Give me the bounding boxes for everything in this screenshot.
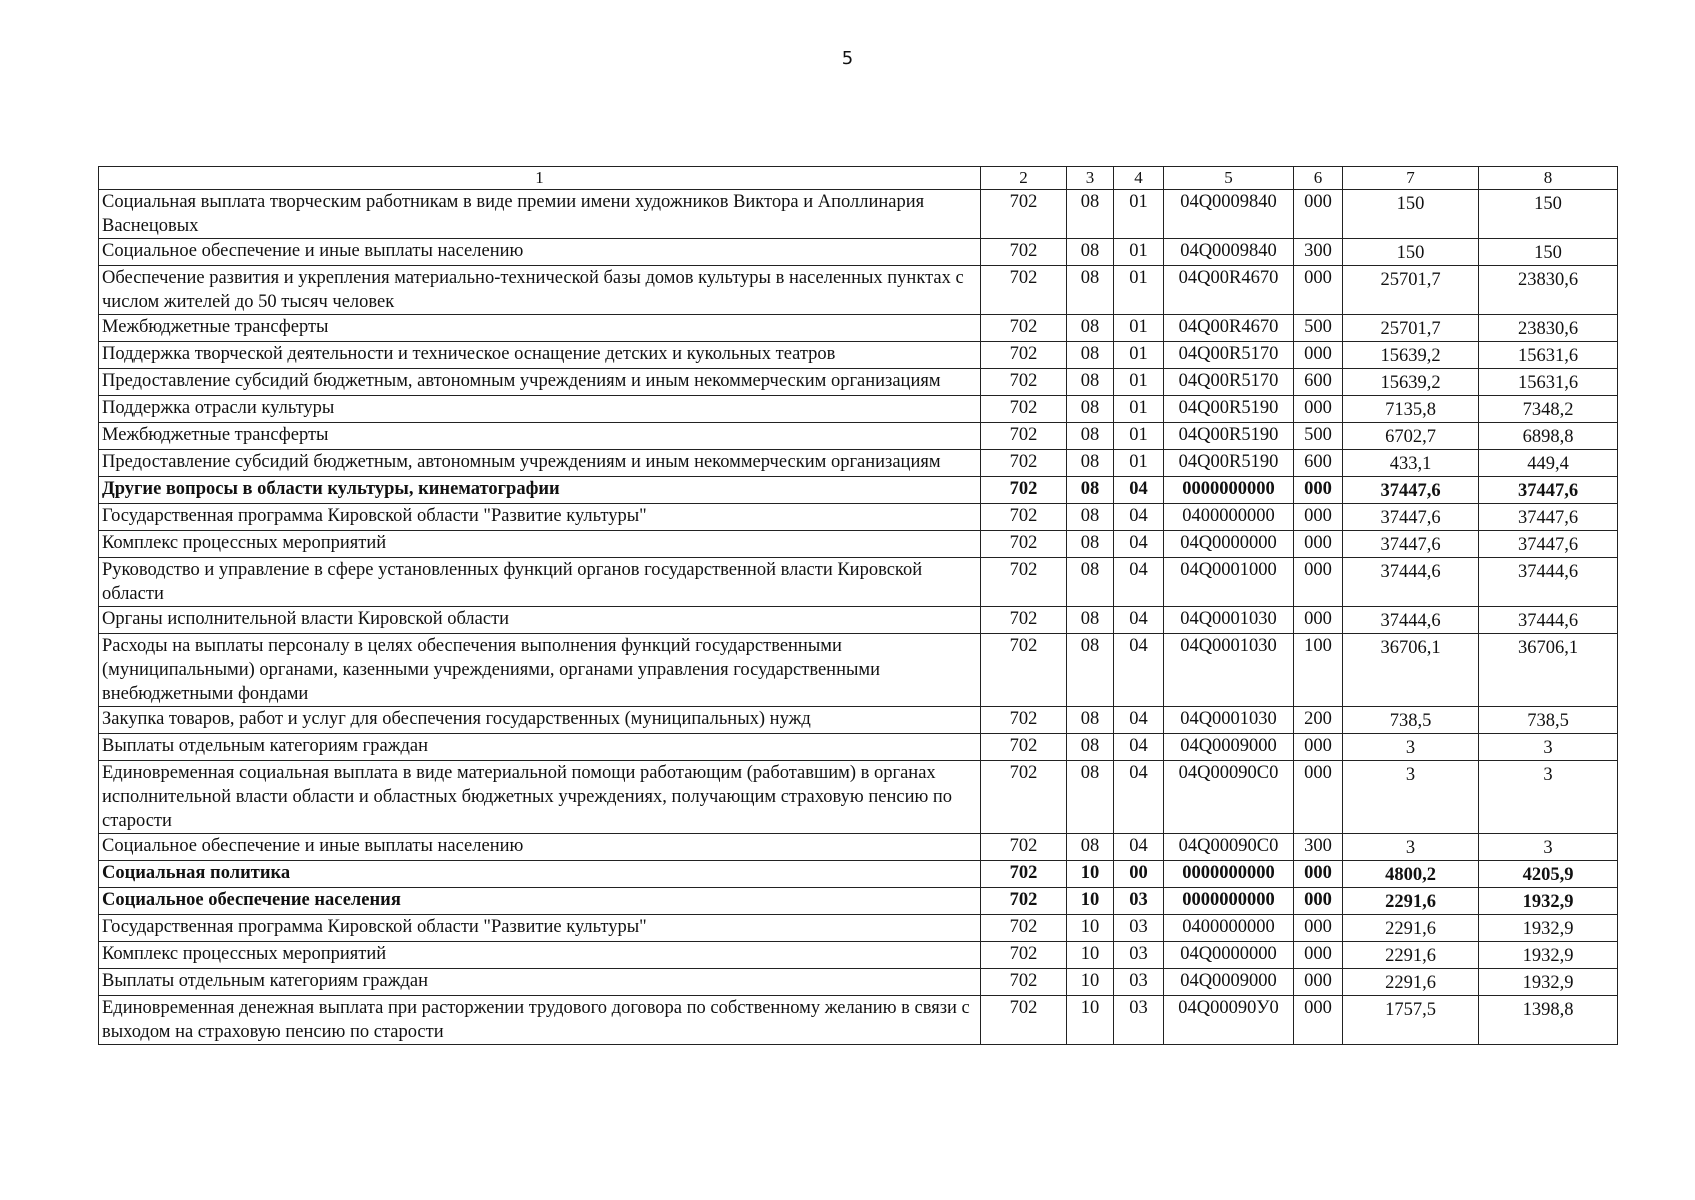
table-row <box>99 239 1618 266</box>
table-row <box>99 707 1618 734</box>
cell-name: Социальная выплата творческим работникам в виде премии имени художников Виктора и Аполлинария Васнецовых <box>99 190 981 239</box>
table-row <box>99 190 1618 239</box>
cell-subsection: 04 <box>1114 558 1164 607</box>
cell-name: Государственная программа Кировской области "Развитие культуры" <box>99 915 981 942</box>
cell-target-article: 04Q0009000 <box>1164 734 1294 761</box>
cell-amount-year-1: 738,5 <box>1343 707 1479 734</box>
header-col-4: 4 <box>1114 167 1164 190</box>
cell-amount-year-2: 150 <box>1479 239 1618 266</box>
cell-amount-year-2: 3 <box>1479 761 1618 834</box>
table-row <box>99 761 1618 834</box>
table-row <box>99 969 1618 996</box>
cell-name: Государственная программа Кировской области "Развитие культуры" <box>99 504 981 531</box>
page-number: 5 <box>841 48 854 69</box>
table-row <box>99 942 1618 969</box>
cell-section: 08 <box>1067 315 1114 342</box>
cell-target-article: 04Q0009840 <box>1164 190 1294 239</box>
cell-expense-type: 200 <box>1294 707 1343 734</box>
cell-expense-type: 000 <box>1294 761 1343 834</box>
cell-amount-year-2: 449,4 <box>1479 450 1618 477</box>
cell-name: Единовременная денежная выплата при расторжении трудового договора по собственному желанию в связи с выходом на страховую пенсию по старости <box>99 996 981 1045</box>
cell-name: Социальное обеспечение населения <box>99 888 981 915</box>
cell-target-article: 04Q0001030 <box>1164 634 1294 707</box>
cell-ministry-code: 702 <box>981 369 1067 396</box>
cell-target-article: 04Q0009000 <box>1164 969 1294 996</box>
cell-name: Единовременная социальная выплата в виде материальной помощи работающим (работавшим) в органах исполнительной власти области и областных бюджетных учреждениях, получающим страховую пенсию по старости <box>99 761 981 834</box>
cell-subsection: 03 <box>1114 942 1164 969</box>
cell-target-article: 0400000000 <box>1164 915 1294 942</box>
cell-subsection: 03 <box>1114 888 1164 915</box>
cell-ministry-code: 702 <box>981 861 1067 888</box>
cell-amount-year-1: 7135,8 <box>1343 396 1479 423</box>
cell-expense-type: 000 <box>1294 607 1343 634</box>
cell-ministry-code: 702 <box>981 634 1067 707</box>
cell-amount-year-2: 1932,9 <box>1479 915 1618 942</box>
cell-expense-type: 000 <box>1294 504 1343 531</box>
cell-section: 08 <box>1067 239 1114 266</box>
cell-section: 08 <box>1067 396 1114 423</box>
cell-name: Социальное обеспечение и иные выплаты населению <box>99 239 981 266</box>
cell-amount-year-1: 150 <box>1343 239 1479 266</box>
table-row <box>99 861 1618 888</box>
cell-subsection: 00 <box>1114 861 1164 888</box>
cell-ministry-code: 702 <box>981 734 1067 761</box>
cell-name: Выплаты отдельным категориям граждан <box>99 969 981 996</box>
cell-section: 08 <box>1067 761 1114 834</box>
cell-section: 08 <box>1067 369 1114 396</box>
cell-amount-year-2: 15631,6 <box>1479 369 1618 396</box>
cell-amount-year-2: 15631,6 <box>1479 342 1618 369</box>
cell-target-article: 04Q00R5190 <box>1164 396 1294 423</box>
cell-amount-year-2: 738,5 <box>1479 707 1618 734</box>
cell-subsection: 01 <box>1114 369 1164 396</box>
cell-target-article: 04Q00R4670 <box>1164 266 1294 315</box>
cell-amount-year-1: 1757,5 <box>1343 996 1479 1045</box>
cell-section: 08 <box>1067 607 1114 634</box>
cell-amount-year-1: 15639,2 <box>1343 342 1479 369</box>
table-row <box>99 734 1618 761</box>
cell-amount-year-1: 433,1 <box>1343 450 1479 477</box>
cell-name: Обеспечение развития и укрепления материально-технической базы домов культуры в населенных пунктах с числом жителей до 50 тысяч человек <box>99 266 981 315</box>
cell-name: Другие вопросы в области культуры, кинематографии <box>99 477 981 504</box>
cell-target-article: 04Q00090C0 <box>1164 834 1294 861</box>
cell-section: 08 <box>1067 477 1114 504</box>
table-row <box>99 915 1618 942</box>
cell-section: 08 <box>1067 634 1114 707</box>
cell-expense-type: 000 <box>1294 531 1343 558</box>
cell-section: 08 <box>1067 450 1114 477</box>
table-row <box>99 504 1618 531</box>
cell-amount-year-1: 37444,6 <box>1343 607 1479 634</box>
cell-ministry-code: 702 <box>981 969 1067 996</box>
cell-name: Поддержка творческой деятельности и техническое оснащение детских и кукольных театров <box>99 342 981 369</box>
cell-amount-year-1: 37447,6 <box>1343 477 1479 504</box>
header-col-6: 6 <box>1294 167 1343 190</box>
cell-section: 08 <box>1067 707 1114 734</box>
cell-target-article: 04Q00090C0 <box>1164 761 1294 834</box>
cell-target-article: 04Q0000000 <box>1164 531 1294 558</box>
cell-amount-year-2: 1932,9 <box>1479 888 1618 915</box>
cell-amount-year-1: 2291,6 <box>1343 969 1479 996</box>
header-col-5: 5 <box>1164 167 1294 190</box>
cell-expense-type: 300 <box>1294 239 1343 266</box>
cell-amount-year-2: 37444,6 <box>1479 558 1618 607</box>
table-row <box>99 607 1618 634</box>
table-row <box>99 531 1618 558</box>
cell-amount-year-2: 150 <box>1479 190 1618 239</box>
cell-target-article: 04Q0001030 <box>1164 707 1294 734</box>
cell-section: 10 <box>1067 861 1114 888</box>
cell-section: 10 <box>1067 942 1114 969</box>
cell-expense-type: 600 <box>1294 369 1343 396</box>
cell-expense-type: 000 <box>1294 190 1343 239</box>
cell-name: Социальное обеспечение и иные выплаты населению <box>99 834 981 861</box>
cell-section: 08 <box>1067 266 1114 315</box>
cell-name: Комплекс процессных мероприятий <box>99 942 981 969</box>
cell-amount-year-1: 37447,6 <box>1343 504 1479 531</box>
table-row <box>99 996 1618 1045</box>
table-row <box>99 634 1618 707</box>
header-col-2: 2 <box>981 167 1067 190</box>
cell-target-article: 04Q00R4670 <box>1164 315 1294 342</box>
cell-section: 08 <box>1067 834 1114 861</box>
cell-ministry-code: 702 <box>981 423 1067 450</box>
cell-ministry-code: 702 <box>981 607 1067 634</box>
cell-amount-year-1: 2291,6 <box>1343 942 1479 969</box>
cell-subsection: 01 <box>1114 423 1164 450</box>
cell-ministry-code: 702 <box>981 761 1067 834</box>
cell-subsection: 03 <box>1114 996 1164 1045</box>
cell-name: Расходы на выплаты персоналу в целях обеспечения выполнения функций государственными (муниципальными) органами, казенными учреждениями, органами управления государственными внебюджетными фондами <box>99 634 981 707</box>
cell-expense-type: 000 <box>1294 266 1343 315</box>
header-row <box>99 167 1618 190</box>
cell-name: Органы исполнительной власти Кировской области <box>99 607 981 634</box>
cell-amount-year-2: 3 <box>1479 734 1618 761</box>
cell-target-article: 04Q00R5170 <box>1164 369 1294 396</box>
table-row <box>99 558 1618 607</box>
cell-name: Социальная политика <box>99 861 981 888</box>
cell-ministry-code: 702 <box>981 239 1067 266</box>
cell-amount-year-2: 4205,9 <box>1479 861 1618 888</box>
cell-name: Закупка товаров, работ и услуг для обеспечения государственных (муниципальных) нужд <box>99 707 981 734</box>
cell-section: 08 <box>1067 734 1114 761</box>
cell-target-article: 04Q00R5190 <box>1164 450 1294 477</box>
cell-expense-type: 500 <box>1294 315 1343 342</box>
cell-section: 10 <box>1067 915 1114 942</box>
cell-subsection: 01 <box>1114 190 1164 239</box>
cell-section: 10 <box>1067 888 1114 915</box>
cell-ministry-code: 702 <box>981 342 1067 369</box>
header-col-8: 8 <box>1479 167 1618 190</box>
cell-subsection: 03 <box>1114 969 1164 996</box>
cell-expense-type: 000 <box>1294 996 1343 1045</box>
cell-expense-type: 300 <box>1294 834 1343 861</box>
cell-section: 08 <box>1067 190 1114 239</box>
cell-subsection: 04 <box>1114 761 1164 834</box>
table-body <box>99 190 1618 1045</box>
cell-expense-type: 000 <box>1294 861 1343 888</box>
cell-expense-type: 600 <box>1294 450 1343 477</box>
table-row <box>99 834 1618 861</box>
cell-subsection: 04 <box>1114 734 1164 761</box>
cell-ministry-code: 702 <box>981 707 1067 734</box>
cell-amount-year-2: 7348,2 <box>1479 396 1618 423</box>
cell-expense-type: 000 <box>1294 969 1343 996</box>
cell-section: 08 <box>1067 504 1114 531</box>
cell-target-article: 04Q0009840 <box>1164 239 1294 266</box>
table-row <box>99 315 1618 342</box>
cell-section: 10 <box>1067 969 1114 996</box>
header-col-1: 1 <box>99 167 981 190</box>
cell-name: Межбюджетные трансферты <box>99 315 981 342</box>
cell-ministry-code: 702 <box>981 888 1067 915</box>
cell-name: Поддержка отрасли культуры <box>99 396 981 423</box>
cell-ministry-code: 702 <box>981 266 1067 315</box>
table-row <box>99 450 1618 477</box>
cell-amount-year-1: 25701,7 <box>1343 266 1479 315</box>
cell-amount-year-2: 36706,1 <box>1479 634 1618 707</box>
cell-section: 08 <box>1067 558 1114 607</box>
cell-expense-type: 000 <box>1294 342 1343 369</box>
cell-amount-year-1: 3 <box>1343 734 1479 761</box>
cell-expense-type: 100 <box>1294 634 1343 707</box>
cell-ministry-code: 702 <box>981 834 1067 861</box>
cell-amount-year-1: 15639,2 <box>1343 369 1479 396</box>
cell-amount-year-2: 37447,6 <box>1479 531 1618 558</box>
cell-expense-type: 000 <box>1294 477 1343 504</box>
cell-target-article: 04Q0001030 <box>1164 607 1294 634</box>
cell-expense-type: 000 <box>1294 396 1343 423</box>
cell-amount-year-1: 25701,7 <box>1343 315 1479 342</box>
table-row <box>99 477 1618 504</box>
cell-ministry-code: 702 <box>981 558 1067 607</box>
cell-name: Выплаты отдельным категориям граждан <box>99 734 981 761</box>
cell-name: Межбюджетные трансферты <box>99 423 981 450</box>
cell-ministry-code: 702 <box>981 531 1067 558</box>
cell-subsection: 04 <box>1114 834 1164 861</box>
header-col-3: 3 <box>1067 167 1114 190</box>
cell-subsection: 01 <box>1114 315 1164 342</box>
cell-name: Руководство и управление в сфере установленных функций органов государственной власти Кировской области <box>99 558 981 607</box>
cell-amount-year-1: 4800,2 <box>1343 861 1479 888</box>
cell-amount-year-2: 37447,6 <box>1479 504 1618 531</box>
cell-amount-year-2: 3 <box>1479 834 1618 861</box>
cell-amount-year-2: 1932,9 <box>1479 942 1618 969</box>
cell-amount-year-1: 2291,6 <box>1343 915 1479 942</box>
cell-ministry-code: 702 <box>981 504 1067 531</box>
cell-section: 08 <box>1067 342 1114 369</box>
cell-subsection: 03 <box>1114 915 1164 942</box>
table-row <box>99 369 1618 396</box>
cell-subsection: 01 <box>1114 450 1164 477</box>
cell-expense-type: 000 <box>1294 558 1343 607</box>
cell-ministry-code: 702 <box>981 315 1067 342</box>
cell-subsection: 01 <box>1114 266 1164 315</box>
table-row <box>99 396 1618 423</box>
cell-amount-year-1: 37444,6 <box>1343 558 1479 607</box>
cell-subsection: 04 <box>1114 477 1164 504</box>
header-col-7: 7 <box>1343 167 1479 190</box>
cell-expense-type: 500 <box>1294 423 1343 450</box>
cell-amount-year-2: 1398,8 <box>1479 996 1618 1045</box>
cell-subsection: 01 <box>1114 396 1164 423</box>
cell-target-article: 04Q0001000 <box>1164 558 1294 607</box>
cell-target-article: 04Q00R5190 <box>1164 423 1294 450</box>
cell-subsection: 01 <box>1114 342 1164 369</box>
cell-name: Предоставление субсидий бюджетным, автономным учреждениям и иным некоммерческим организациям <box>99 369 981 396</box>
cell-amount-year-1: 3 <box>1343 834 1479 861</box>
cell-amount-year-1: 37447,6 <box>1343 531 1479 558</box>
cell-target-article: 04Q0000000 <box>1164 942 1294 969</box>
cell-expense-type: 000 <box>1294 915 1343 942</box>
cell-subsection: 04 <box>1114 607 1164 634</box>
table-row <box>99 342 1618 369</box>
cell-subsection: 04 <box>1114 531 1164 558</box>
cell-ministry-code: 702 <box>981 915 1067 942</box>
cell-section: 10 <box>1067 996 1114 1045</box>
cell-amount-year-1: 3 <box>1343 761 1479 834</box>
cell-ministry-code: 702 <box>981 477 1067 504</box>
cell-target-article: 0000000000 <box>1164 861 1294 888</box>
budget-table <box>98 166 1618 1045</box>
cell-expense-type: 000 <box>1294 888 1343 915</box>
cell-ministry-code: 702 <box>981 396 1067 423</box>
cell-amount-year-2: 37444,6 <box>1479 607 1618 634</box>
cell-amount-year-1: 2291,6 <box>1343 888 1479 915</box>
cell-expense-type: 000 <box>1294 734 1343 761</box>
cell-section: 08 <box>1067 531 1114 558</box>
cell-target-article: 04Q00090У0 <box>1164 996 1294 1045</box>
cell-amount-year-2: 23830,6 <box>1479 315 1618 342</box>
table-row <box>99 423 1618 450</box>
cell-amount-year-1: 6702,7 <box>1343 423 1479 450</box>
cell-name: Комплекс процессных мероприятий <box>99 531 981 558</box>
cell-ministry-code: 702 <box>981 942 1067 969</box>
cell-amount-year-2: 37447,6 <box>1479 477 1618 504</box>
cell-subsection: 04 <box>1114 634 1164 707</box>
cell-ministry-code: 702 <box>981 450 1067 477</box>
cell-amount-year-2: 23830,6 <box>1479 266 1618 315</box>
cell-subsection: 04 <box>1114 504 1164 531</box>
cell-amount-year-1: 150 <box>1343 190 1479 239</box>
cell-subsection: 01 <box>1114 239 1164 266</box>
cell-target-article: 0000000000 <box>1164 477 1294 504</box>
cell-section: 08 <box>1067 423 1114 450</box>
table-row <box>99 888 1618 915</box>
cell-amount-year-1: 36706,1 <box>1343 634 1479 707</box>
table-row <box>99 266 1618 315</box>
cell-name: Предоставление субсидий бюджетным, автономным учреждениям и иным некоммерческим организациям <box>99 450 981 477</box>
cell-ministry-code: 702 <box>981 996 1067 1045</box>
cell-amount-year-2: 1932,9 <box>1479 969 1618 996</box>
cell-subsection: 04 <box>1114 707 1164 734</box>
cell-expense-type: 000 <box>1294 942 1343 969</box>
cell-amount-year-2: 6898,8 <box>1479 423 1618 450</box>
cell-ministry-code: 702 <box>981 190 1067 239</box>
cell-target-article: 0000000000 <box>1164 888 1294 915</box>
cell-target-article: 04Q00R5170 <box>1164 342 1294 369</box>
cell-target-article: 0400000000 <box>1164 504 1294 531</box>
